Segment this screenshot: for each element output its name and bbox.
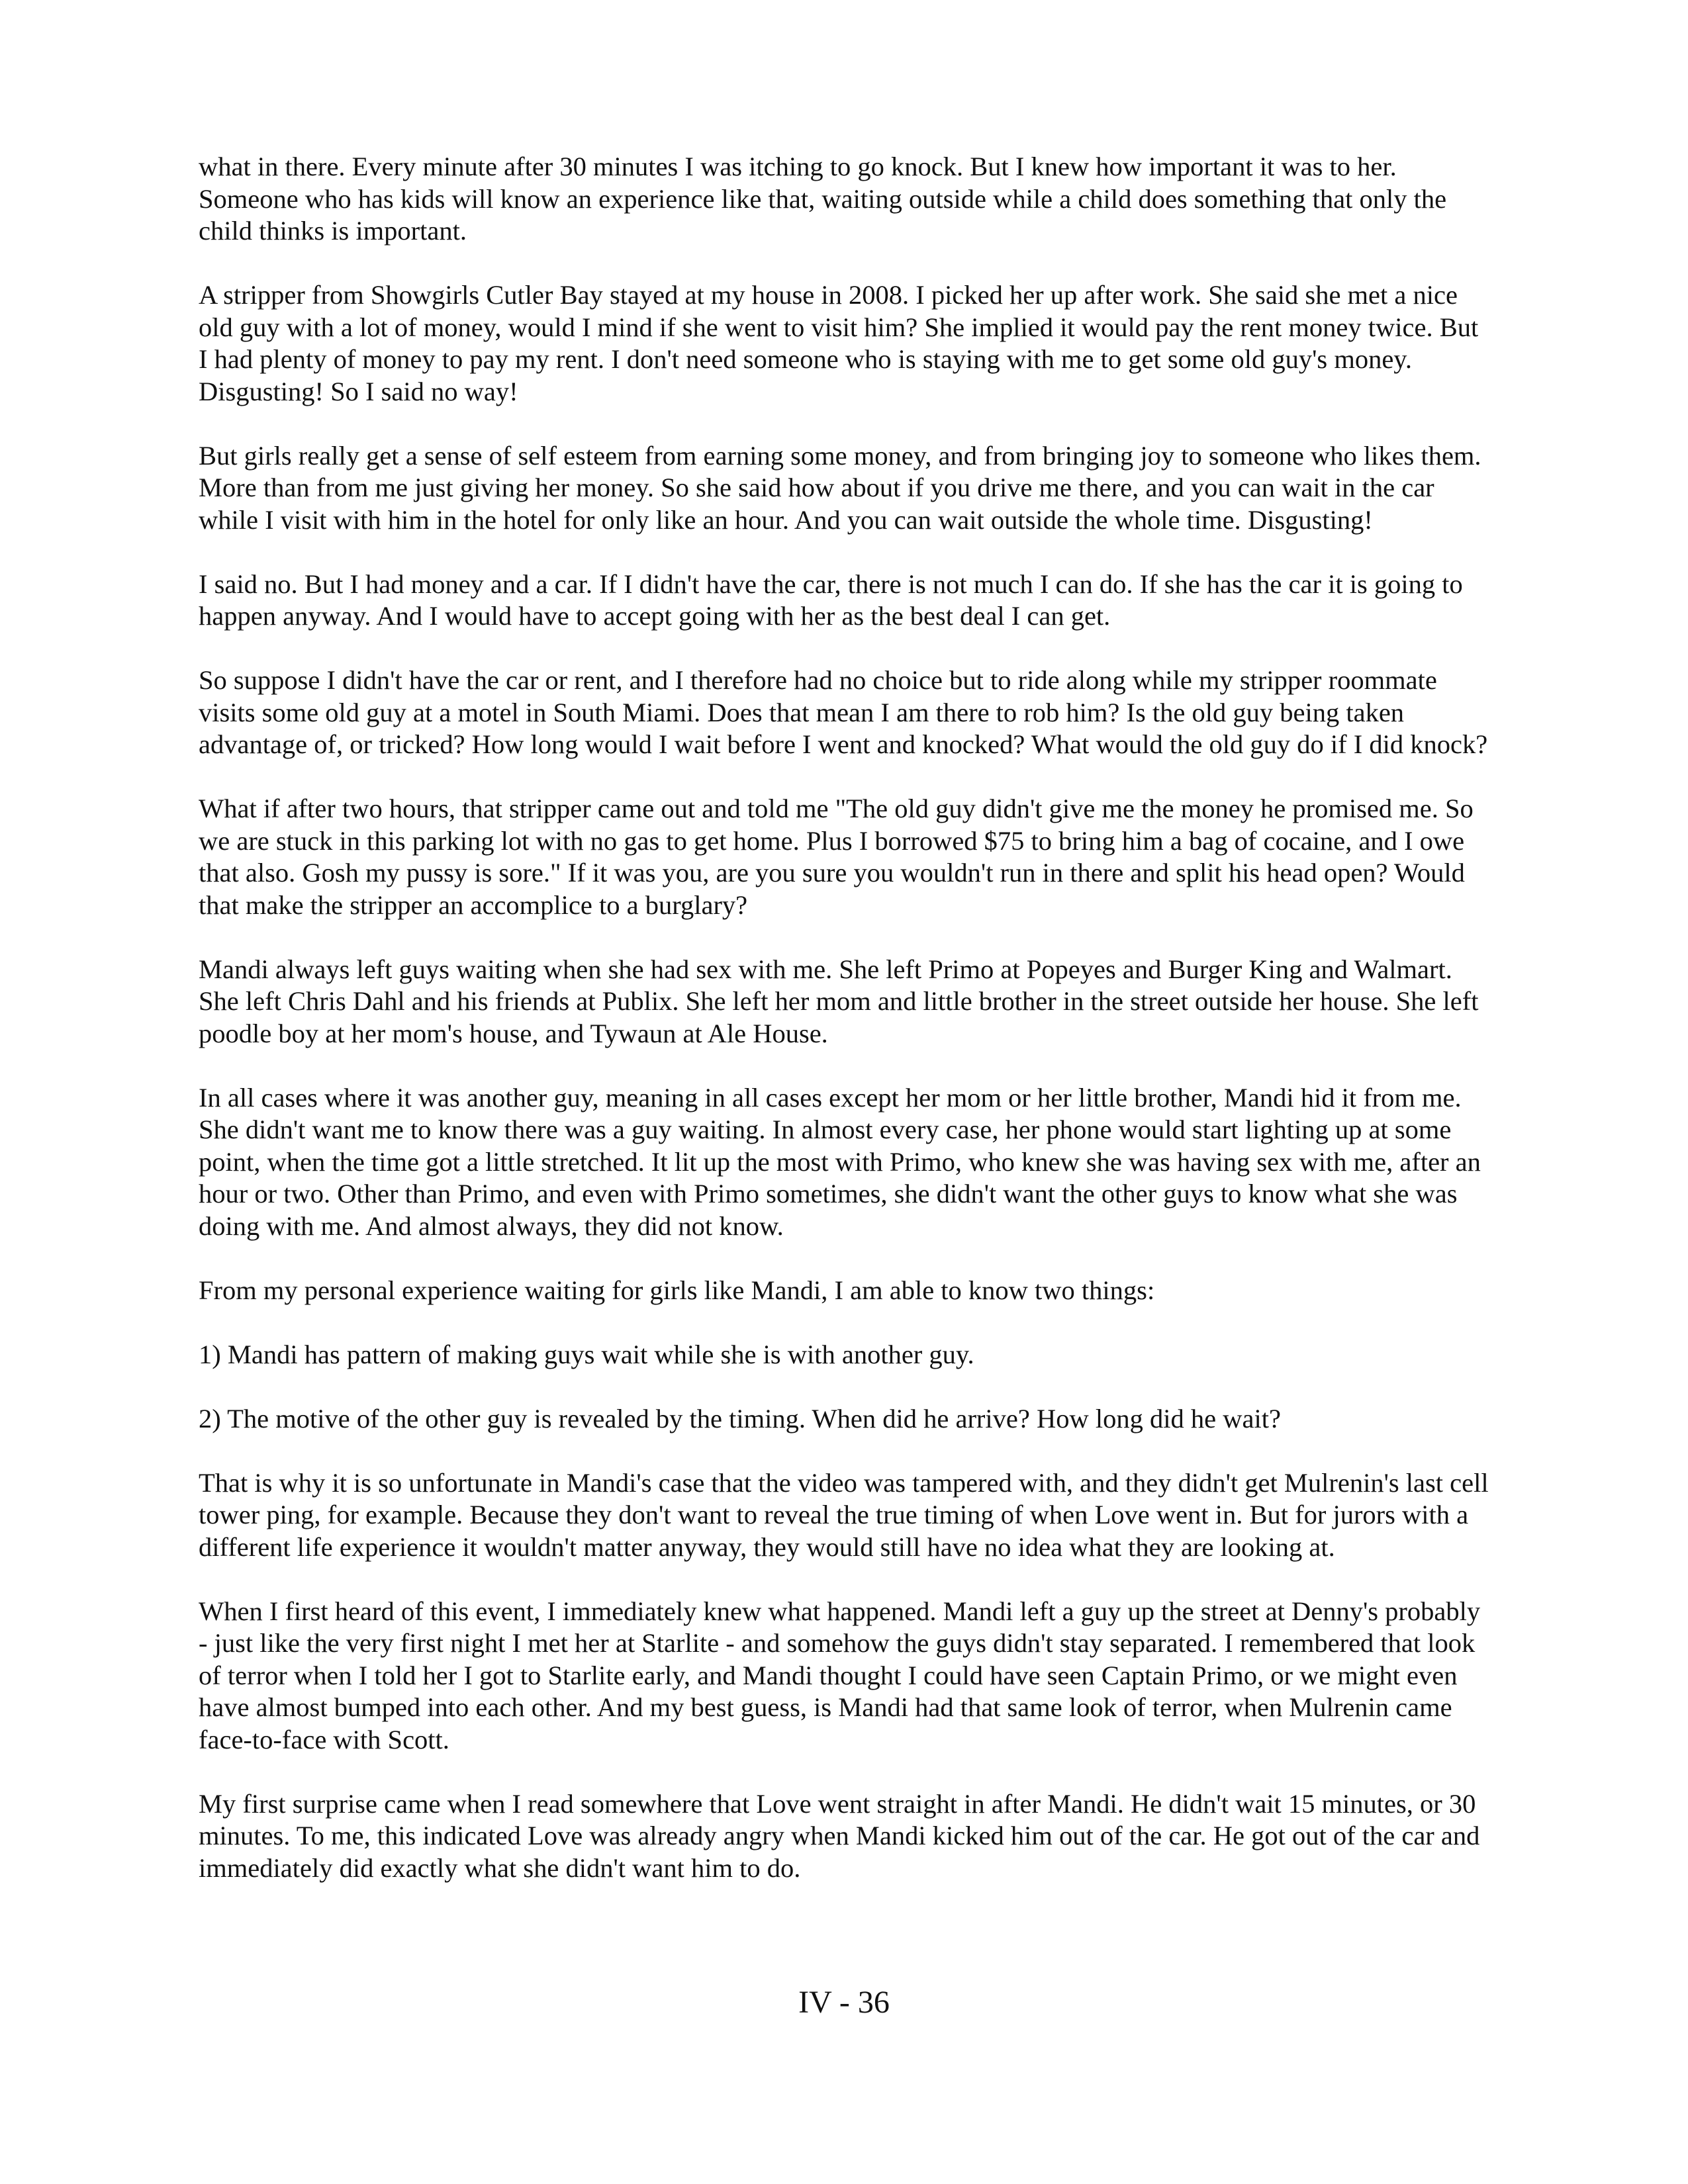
paragraph-6: What if after two hours, that stripper came out and told me "The old guy didn't give me the money he promised me. So we are stuck in this parking lot with no gas to get home. Plus I borrowed $75 to bring him a bag of cocaine, and I owe that also. Gosh my pussy is sore." If it was you, are you sure you wouldn't run in there and split his head open? Would that make the stripper an accomplice to a burglary? xyxy=(199,794,1474,920)
page-number: IV - 36 xyxy=(798,1985,890,2020)
paragraph-14: My first surprise came when I read somewhere that Love went straight in after Mandi. He didn't wait 15 minutes, or 30 minutes. To me, this indicated Love was already angry when Mandi kicked him out of the car. He got out of the car and immediately did exactly what she didn't want him to do. xyxy=(199,1788,1480,1883)
paragraph-13: When I first heard of this event, I immediately knew what happened. Mandi left a guy up the street at Denny's probably - just like the very first night I met her at Starlite - and somehow the guys didn't stay separated. I remembered that look of terror when I told her I got to Starlite early, and Mandi thought I could have seen Captain Primo, or we might even have almost bumped into each other. And my best guess, is Mandi had that same look of terror, when Mulrenin came face-to-face with Scott. xyxy=(199,1596,1481,1754)
paragraph-5: So suppose I didn't have the car or rent, and I therefore had no choice but to ride along while my stripper roommate visits some old guy at a motel in South Miami. Does that mean I am there to rob him? Is the old guy being taken advantage of, or tricked? How long would I wait before I went and knocked? What would the old guy do if I did knock? xyxy=(199,665,1488,759)
body-text xyxy=(199,151,1489,1884)
paragraph-11: 2) The motive of the other guy is revealed by the timing. When did he arrive? How long did he wait? xyxy=(199,1403,1281,1433)
paragraph-10: 1) Mandi has pattern of making guys wait while she is with another guy. xyxy=(199,1339,974,1369)
paragraph-2: A stripper from Showgirls Cutler Bay stayed at my house in 2008. I picked her up after work. She said she met a nice old guy with a lot of money, would I mind if she went to visit him? She implied it would pay the rent money twice. But I had plenty of money to pay my rent. I don't need someone who is staying with me to get some old guy's money. Disgusting! So I said no way! xyxy=(199,280,1479,406)
paragraph-4: I said no. But I had money and a car. If I didn't have the car, there is not much I can do. If she has the car it is going to happen anyway. And I would have to accept going with her as the best deal I can get. xyxy=(199,569,1463,631)
paragraph-12: That is why it is so unfortunate in Mandi's case that the video was tampered with, and they didn't get Mulrenin's last cell tower ping, for example. Because they don't want to reveal the true timing of when Love went in. But for jurors with a different life experience it wouldn't matter anyway, they would still have no idea what they are looking at. xyxy=(199,1467,1489,1562)
paragraph-8: In all cases where it was another guy, meaning in all cases except her mom or her little brother, Mandi hid it from me. She didn't want me to know there was a guy waiting. In almost every case, her phone would start lighting up at some point, when the time got a little stretched. It lit up the most with Primo, who knew she was having sex with me, after an hour or two. Other than Primo, and even with Primo sometimes, she didn't want the other guys to know what she was doing with me. And almost always, they did not know. xyxy=(199,1082,1481,1241)
paragraph-1: what in there. Every minute after 30 minutes I was itching to go knock. But I knew how important it was to her. Someone who has kids will know an experience like that, waiting outside while a child does something that only the child thinks is important. xyxy=(199,152,1447,246)
paragraph-7: Mandi always left guys waiting when she had sex with me. She left Primo at Popeyes and Burger King and Walmart. She left Chris Dahl and his friends at Publix. She left her mom and little brother in the street outside her house. She left poodle boy at her mom's house, and Tywaun at Ale House. xyxy=(199,954,1479,1048)
paragraph-3: But girls really get a sense of self esteem from earning some money, and from bringing joy to someone who likes them. More than from me just giving her money. So she said how about if you drive me there, and you can wait in the car while I visit with him in the hotel for only like an hour. And you can wait outside the whole time. Disgusting! xyxy=(199,440,1481,535)
paragraph-9: From my personal experience waiting for girls like Mandi, I am able to know two things: xyxy=(199,1275,1155,1305)
